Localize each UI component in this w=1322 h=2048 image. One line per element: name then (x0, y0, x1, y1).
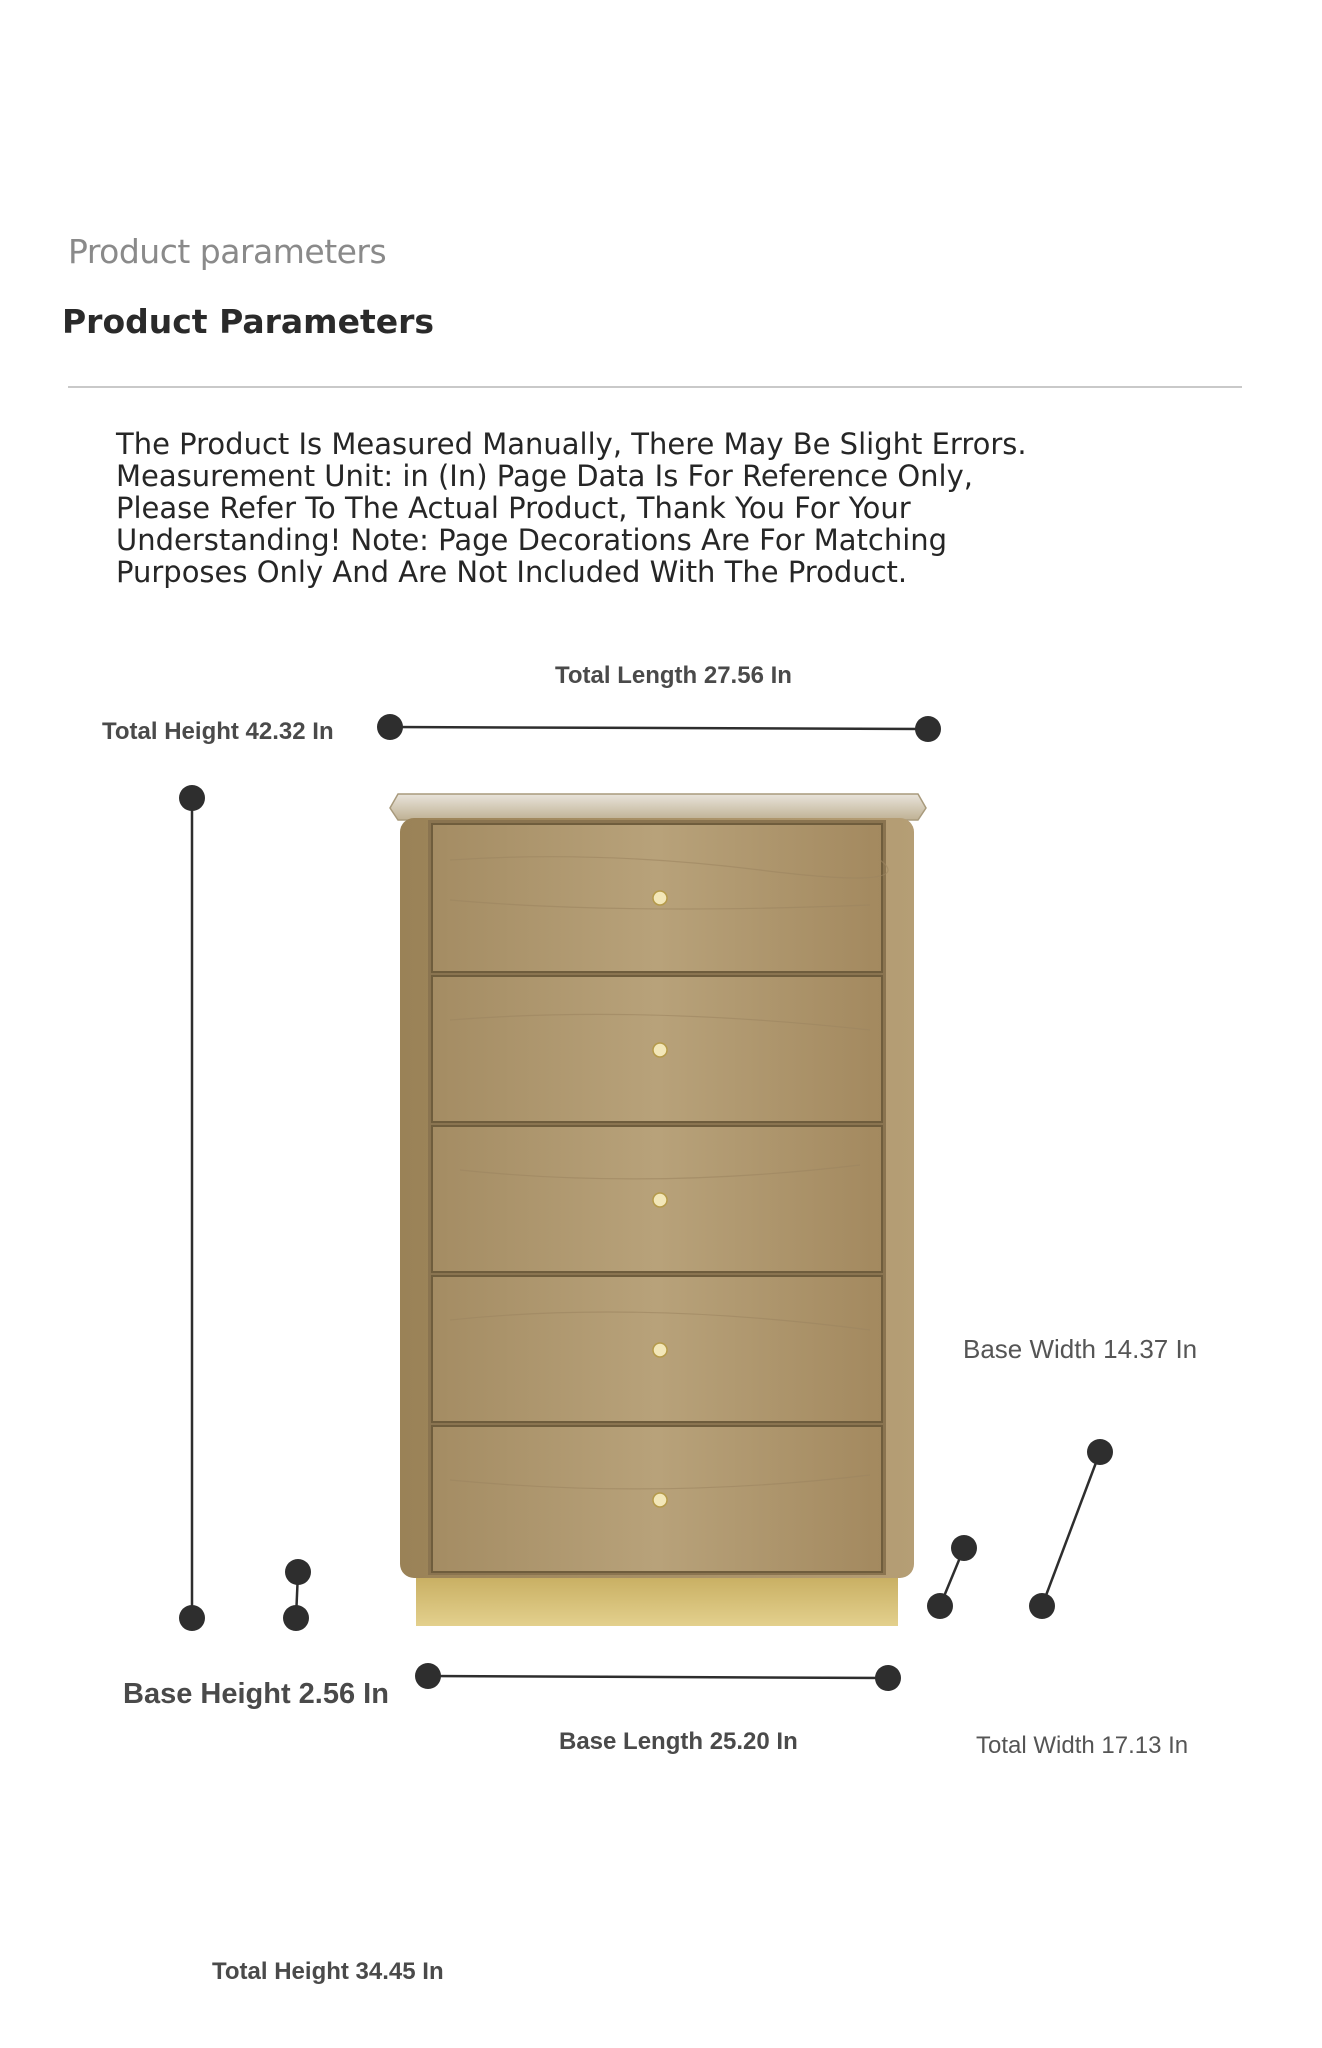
dim-total-width-line (927, 1535, 977, 1619)
page-title: Product Parameters (62, 302, 435, 341)
section-label: Product parameters (68, 232, 387, 271)
notice-line: The Product Is Measured Manually, There May Be Slight Errors. (116, 427, 1027, 461)
dresser-top (390, 794, 926, 820)
total-width-label: Total Width 17.13 In (976, 1732, 1189, 1759)
dim-total-height-line (179, 785, 205, 1631)
notice-line: Measurement Unit: in (In) Page Data Is For Reference Only, (116, 459, 973, 493)
total-height-label-2: Total Height 34.45 In (212, 1958, 444, 1985)
dim-base-height-line (283, 1559, 311, 1631)
base-height-label: Base Height 2.56 In (123, 1678, 389, 1710)
base-length-label: Base Length 25.20 In (559, 1728, 798, 1755)
dim-total-length-line (377, 714, 941, 742)
dim-base-length-line (415, 1663, 901, 1691)
total-length-label: Total Length 27.56 In (555, 662, 792, 689)
notice-line: Understanding! Note: Page Decorations Are For Matching (116, 523, 948, 557)
dim-base-width-line (1029, 1439, 1113, 1619)
dresser-base (416, 1578, 898, 1626)
notice-line: Please Refer To The Actual Product, Thank You For Your (116, 491, 911, 525)
notice-line: Purposes Only And Are Not Included With The Product. (116, 555, 908, 589)
base-width-label: Base Width 14.37 In (963, 1334, 1198, 1364)
total-height-label: Total Height 42.32 In (102, 718, 334, 745)
